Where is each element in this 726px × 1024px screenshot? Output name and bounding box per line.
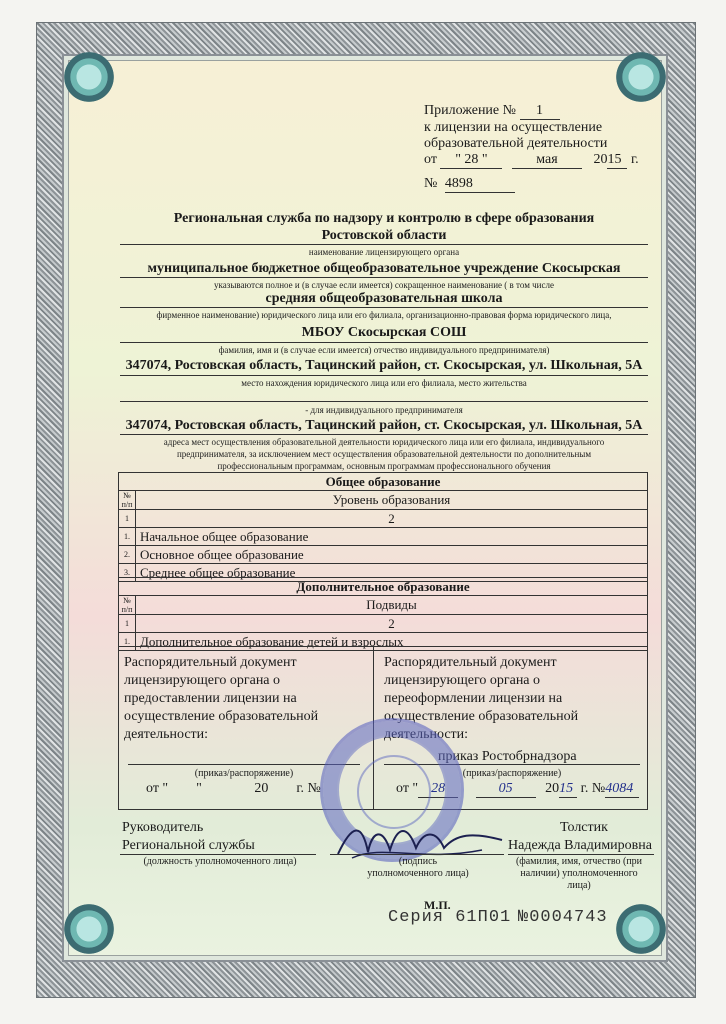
appendix-line-3: образовательной деятельности <box>424 136 608 151</box>
license-number-label: № <box>424 176 438 191</box>
activity-caption-1: адреса мест осуществления образовательной деятельности юридического лица или его филиала, индивидуального <box>163 437 605 447</box>
corner-ornament-icon <box>60 900 118 958</box>
activity-caption-2: предпринимателя, за исключением мест осуществления образовательной деятельности по дополнительным <box>176 449 592 459</box>
corner-ornament-icon <box>612 900 670 958</box>
order-year: 15 <box>559 781 577 798</box>
form-number: 0004743 <box>529 908 608 927</box>
organization-address: 347074, Ростовская область, Тацинский район, ст. Скосырская, ул. Школьная, 5А <box>125 358 643 373</box>
row-number: 3. <box>119 564 136 582</box>
order-left-date: от " " 20 г. № <box>146 781 321 796</box>
general-education-table <box>118 472 648 582</box>
authority-caption: наименование лицензирующего органа <box>308 247 460 257</box>
order-right-text: Распорядительный документ лицензирующего органа о переоформлении лицензии на осуществление образовательной деятельности: <box>384 655 579 742</box>
order-number: 4084 <box>605 781 639 798</box>
general-education-title: Общее образование <box>119 473 648 491</box>
corner-ornament-icon <box>612 48 670 106</box>
name-caption: (фамилия, имя, отчество (при наличии) уполномоченного лица) <box>515 856 643 891</box>
num-header: № п/п <box>119 596 136 615</box>
column-index: 1 <box>119 615 136 633</box>
activity-caption-3: профессиональным программам, основным программам профессионального обучения <box>217 461 551 471</box>
education-level: Основное общее образование <box>136 546 648 564</box>
entrepreneur-caption: - для индивидуального предпринимателя <box>305 405 463 415</box>
additional-education-title: Дополнительное образование <box>119 578 648 596</box>
appendix-line-2: к лицензии на осуществление <box>424 120 603 135</box>
appendix-date <box>424 152 664 169</box>
additional-education-table <box>118 577 648 651</box>
sign-caption-2: уполномоченного лица) <box>367 868 469 879</box>
authority-title: Региональная служба по надзору и контролю в сфере образования <box>173 211 595 226</box>
organization-caption-3: фамилия, имя и (в случае если имеется) отчество индивидуального предпринимателя) <box>218 345 550 355</box>
appendix-label: Приложение № <box>424 103 516 118</box>
signer-position-2: Региональной службы <box>122 838 255 853</box>
order-day: 28 <box>418 781 458 798</box>
seal-place-label: М.П. <box>424 898 451 912</box>
row-number: 2. <box>119 546 136 564</box>
signer-position-1: Руководитель <box>122 820 204 835</box>
organization-caption-1: указываются полное и (в случае если имеется) сокращенное наименование ( в том числе <box>214 280 554 290</box>
series-value: 61П01 <box>455 908 512 927</box>
organization-short-name: МБОУ Скосырская СОШ <box>301 325 467 340</box>
date-year-prefix: 20 <box>593 152 608 167</box>
education-subtype: Дополнительное образование детей и взрослых <box>136 633 648 651</box>
license-number: 4898 <box>445 176 515 193</box>
organization-full-name: муниципальное бюджетное общеобразовательное учреждение Скосырская <box>147 261 621 276</box>
authority-region: Ростовской области <box>321 228 447 243</box>
education-level: Начальное общее образование <box>136 528 648 546</box>
corner-ornament-icon <box>60 48 118 106</box>
order-month: 05 <box>476 781 536 798</box>
order-right-caption: (приказ/распоряжение) <box>462 768 562 779</box>
column-index: 2 <box>136 510 648 528</box>
sign-caption-1: (подпись <box>398 856 438 867</box>
license-number-line <box>424 176 515 193</box>
form-number-label: № <box>518 908 530 927</box>
signer-surname: Толстик <box>560 820 608 835</box>
date-month: мая <box>512 152 582 169</box>
date-year-unit: г. <box>630 152 639 167</box>
row-number: 1. <box>119 528 136 546</box>
date-day: " 28 " <box>440 152 502 169</box>
series-line <box>388 908 511 927</box>
form-number-line <box>518 908 608 927</box>
date-from-label: от <box>424 152 437 167</box>
signer-name: Надежда Владимировна <box>508 838 652 853</box>
row-number: 1. <box>119 633 136 651</box>
organization-full-name-2: средняя общеобразовательная школа <box>265 291 503 306</box>
order-left-caption: (приказ/распоряжение) <box>194 768 294 779</box>
education-level: Среднее общее образование <box>136 564 648 582</box>
table-row <box>119 546 648 564</box>
series-label: Серия <box>388 908 445 927</box>
appendix-number: 1 <box>520 103 560 120</box>
column-index: 1 <box>119 510 136 528</box>
order-right-document: приказ Ростобрнадзора <box>438 749 577 764</box>
position-caption: (должность уполномоченного лица) <box>143 856 297 867</box>
column-index: 2 <box>136 615 648 633</box>
num-header: № п/п <box>119 491 136 510</box>
table-row <box>119 528 648 546</box>
address-caption: место нахождения юридического лица или его филиала, место жительства <box>241 378 527 388</box>
level-header: Уровень образования <box>136 491 648 510</box>
subtype-header: Подвиды <box>136 596 648 615</box>
date-year: 15 <box>607 152 627 169</box>
order-left-text: Распорядительный документ лицензирующего органа о предоставлении лицензии на осуществление образовательной деятельности: <box>124 655 319 742</box>
organization-caption-2: фирменное наименование) юридического лица или его филиала, организационно-правовая форма юридического лица, <box>156 310 612 320</box>
order-right-date: от " 28 05 2015 г. №4084 <box>396 781 639 798</box>
appendix-line <box>424 103 560 120</box>
activity-address: 347074, Ростовская область, Тацинский район, ст. Скосырская, ул. Школьная, 5А <box>125 418 643 433</box>
